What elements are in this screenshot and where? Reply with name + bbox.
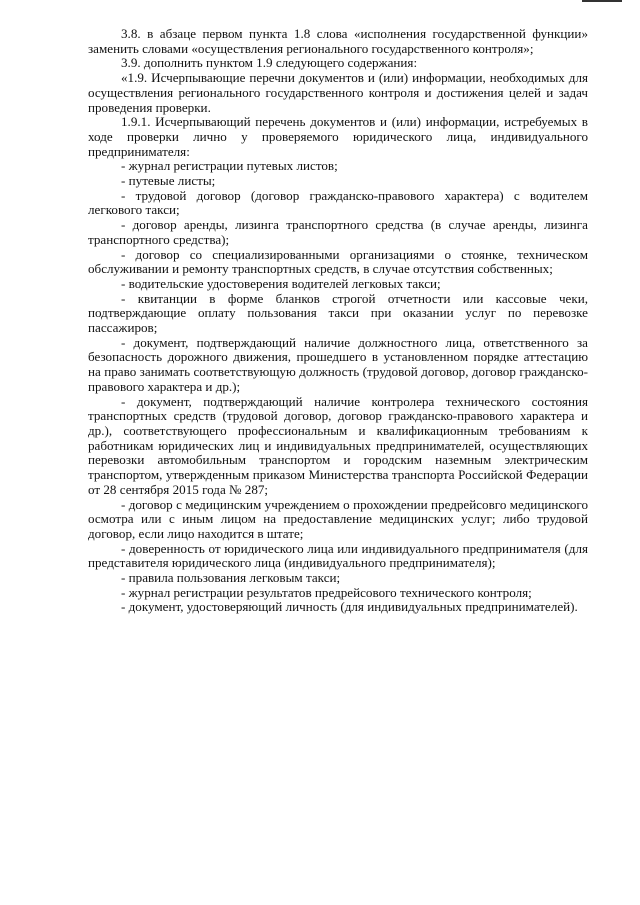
paragraph-3-8: 3.8. в абзаце первом пункта 1.8 слова «исполнения государственной функции» заменить словами «осуществления регионального государственного контроля»; (88, 26, 588, 56)
list-item: - водительские удостоверения водителей легковых такси; (121, 275, 441, 291)
paragraph-1-9-1: 1.9.1. Исчерпывающий перечень документов и (или) информации, истребуемых в ходе проверки лично у проверяемого юридического лица, индивидуального предпринимателя: (88, 114, 588, 159)
list-item: - правила пользования легковым такси; (121, 570, 341, 586)
list-item: - путевые листы; (121, 173, 216, 189)
list-item: - доверенность от юридического лица или индивидуального предпринимателя (для представителя юридического лица (индивидуального предпринимателя); (88, 540, 588, 571)
list-item: - договор аренды, лизинга транспортного средства (в случае аренды, лизинга транспортного средства); (88, 217, 588, 247)
paragraph-3-9: 3.9. дополнить пунктом 1.9 следующего содержания: (121, 55, 418, 71)
list-item: - журнал регистрации путевых листов; (121, 158, 338, 174)
list-item: - журнал регистрации результатов предрейсового технического контроля; (121, 584, 532, 600)
list-item: - документ, подтверждающий наличие должностного лица, ответственного за безопасность дорожного движения, прошедшего в установленном порядке аттестацию на право занимать соответствующую должность (трудовой договор, договор гражданско-правового характера и др.); (88, 334, 588, 394)
list-item: - трудовой договор (договор гражданско-правового характера) с водителем легкового такси; (88, 187, 588, 218)
list-item: - документ, удостоверяющий личность (для индивидуальных предпринимателей). (121, 599, 578, 615)
scan-edge-mark (582, 0, 622, 2)
list-item: - квитанции в форме бланков строгой отчетности или кассовые чеки, подтверждающие оплату пользования такси при оказании услуг по перевозке пассажиров; (88, 290, 588, 336)
paragraph-1-9: «1.9. Исчерпывающие перечни документов и (или) информации, необходимых для осуществления регионального государственного контроля и достижения целей и задач проведения проверки. (88, 70, 588, 115)
list-item: - документ, подтверждающий наличие контролера технического состояния транспортных средств (трудовой договор, договор гражданско-правового характера и др.), соответствующего профессиональным и квалификационным требованиям к работникам юридических лиц и индивидуальных предпринимателей, осуществляющих перевозки автомобильным транспортом и городским наземным электрическим транспортом, утвержденным приказом Министерства транспорта Российской Федерации от 28 сентября 2015 года № 287; (88, 393, 588, 497)
list-item: - договор с медицинским учреждением о прохождении предрейсовго медицинского осмотра или с иным лицом на предоставление медицинских услуг; либо трудовой договор, если лицо находится в штате; (88, 496, 588, 541)
list-item: - договор со специализированными организациями о стоянке, техническом обслуживании и ремонту транспортных средств, в случае отсутствия собственных; (88, 246, 588, 277)
